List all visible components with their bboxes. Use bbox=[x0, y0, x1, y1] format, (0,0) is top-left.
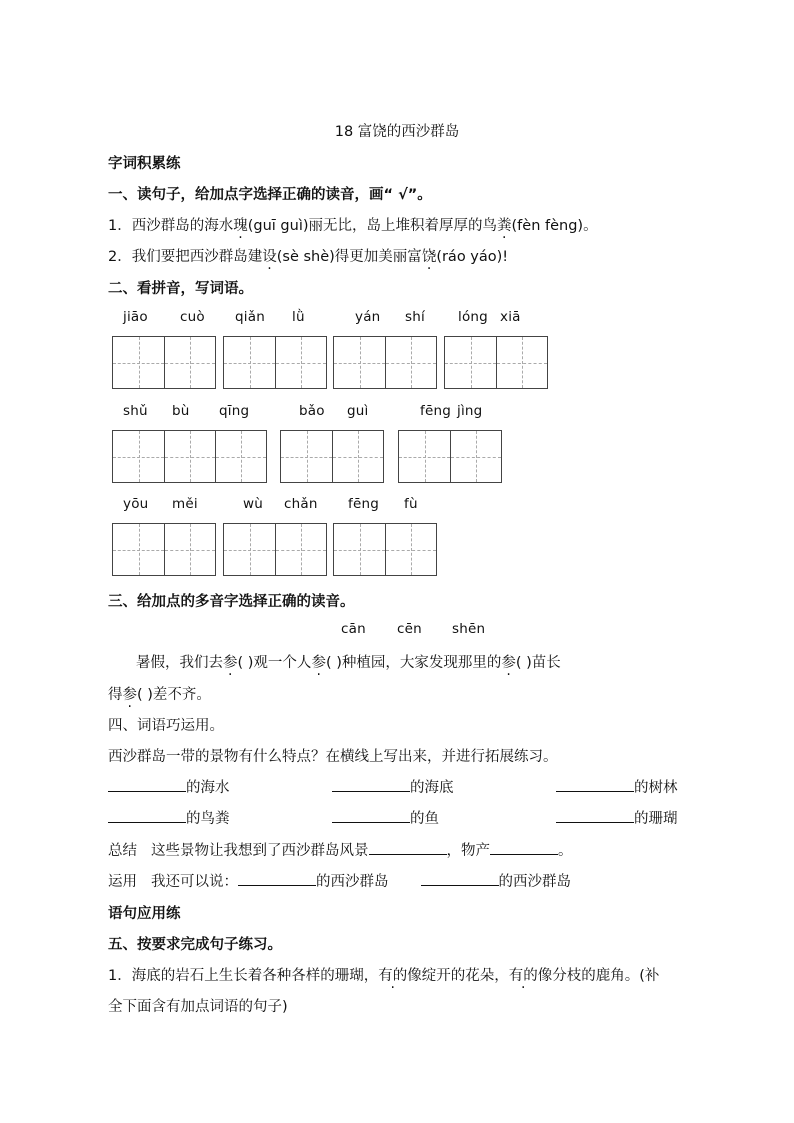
grid-cell[interactable] bbox=[281, 431, 332, 482]
q1-s1-text-a: 1．西沙群岛的海水 bbox=[108, 218, 234, 234]
q3-heading: 三、给加点的多音字选择正确的读音。 bbox=[108, 594, 355, 610]
writing-grid[interactable] bbox=[333, 336, 437, 389]
pinyin: měi bbox=[172, 496, 198, 512]
q1-sentence-2 bbox=[108, 245, 508, 266]
q1-heading bbox=[108, 183, 432, 204]
grid-cell[interactable] bbox=[385, 524, 436, 575]
grid-cell[interactable] bbox=[445, 337, 496, 388]
q3-dotted-char: 参 bbox=[223, 655, 238, 671]
q1-s2-text-a: 2．我们要把西沙群岛建 bbox=[108, 249, 263, 265]
pinyin: fēng bbox=[420, 403, 451, 419]
q1-s1-dotted-char-2: 粪 bbox=[497, 218, 512, 234]
answer-blank[interactable] bbox=[332, 777, 410, 792]
q3-text: ( )观一个人 bbox=[237, 655, 312, 671]
answer-blank[interactable] bbox=[556, 808, 634, 823]
grid-cell[interactable] bbox=[224, 337, 275, 388]
q1-s2-text-c: (ráo yáo)! bbox=[436, 249, 509, 265]
pinyin: fēng bbox=[348, 496, 379, 512]
q3-option: cān bbox=[341, 621, 366, 637]
pinyin: jiāo bbox=[123, 309, 148, 325]
q4-item-label: 的珊瑚 bbox=[634, 811, 678, 827]
q4-item-label: 的鱼 bbox=[410, 811, 439, 827]
grid-cell[interactable] bbox=[113, 524, 164, 575]
pinyin: jìng bbox=[457, 403, 483, 419]
pinyin: guì bbox=[347, 403, 369, 419]
summary-label: 总结 bbox=[108, 843, 137, 859]
pinyin: cuò bbox=[180, 309, 205, 325]
writing-grid[interactable] bbox=[112, 523, 216, 576]
writing-grid[interactable] bbox=[444, 336, 548, 389]
writing-grid[interactable] bbox=[333, 523, 437, 576]
answer-blank[interactable] bbox=[421, 871, 499, 886]
q5-text: 像分枝的鹿角。(补 bbox=[537, 968, 660, 984]
q1-s2-text-b: (sè shè)得更加美丽富 bbox=[276, 249, 422, 265]
q1-s2-dotted-char: 设 bbox=[262, 249, 277, 265]
answer-blank[interactable] bbox=[490, 840, 558, 855]
q5-dotted-word: 有的 bbox=[508, 968, 538, 984]
answer-blank[interactable] bbox=[369, 840, 447, 855]
grid-cell[interactable] bbox=[275, 337, 326, 388]
pinyin: shí bbox=[405, 309, 425, 325]
section-heading-vocab: 字词积累练 bbox=[108, 156, 181, 172]
q3-option: shēn bbox=[452, 621, 486, 637]
q5-text: 1．海底的岩石上生长着各种各样的珊瑚， bbox=[108, 968, 379, 984]
q4-item-label: 的海底 bbox=[410, 780, 454, 796]
grid-cell[interactable] bbox=[450, 431, 501, 482]
q3-text: 暑假，我们去 bbox=[136, 655, 223, 671]
q4-item-label: 的树林 bbox=[634, 780, 678, 796]
q1-heading-a: 一、读句子 bbox=[108, 187, 181, 203]
q1-heading-b: ，给加点字选择正确的读音，画“ √”。 bbox=[180, 187, 432, 203]
q3-text: 得 bbox=[108, 687, 123, 703]
page-title: 18 富饶的西沙群岛 bbox=[334, 124, 460, 140]
q3-option: cēn bbox=[397, 621, 422, 637]
pinyin: chǎn bbox=[284, 496, 318, 512]
q4-item bbox=[332, 807, 439, 828]
q4-item bbox=[556, 807, 678, 828]
grid-cell[interactable] bbox=[224, 524, 275, 575]
answer-blank[interactable] bbox=[238, 871, 316, 886]
use-text: 的西沙群岛 bbox=[316, 874, 389, 890]
answer-blank[interactable] bbox=[332, 808, 410, 823]
answer-blank[interactable] bbox=[108, 808, 186, 823]
grid-cell[interactable] bbox=[496, 337, 547, 388]
q4-summary bbox=[108, 839, 573, 860]
q3-dotted-char: 参 bbox=[501, 655, 516, 671]
q1-sentence-1 bbox=[108, 214, 598, 235]
answer-blank[interactable] bbox=[556, 777, 634, 792]
use-label: 运用 bbox=[108, 874, 137, 890]
q5-heading-a: 五、按要求完成句子 bbox=[108, 937, 239, 953]
grid-cell[interactable] bbox=[113, 431, 164, 482]
pinyin: bǎo bbox=[299, 403, 325, 419]
q2-heading: 二、看拼音，写词语。 bbox=[108, 281, 253, 297]
q3-text: ( )种植园，大家发现那里的 bbox=[325, 655, 502, 671]
writing-grid[interactable] bbox=[112, 430, 267, 483]
pinyin: lǜ bbox=[292, 309, 305, 325]
q5-sentence-1-line-2: 全下面含有加点词语的句子) bbox=[108, 999, 288, 1015]
writing-grid[interactable] bbox=[280, 430, 384, 483]
summary-text: 。 bbox=[558, 843, 573, 859]
pinyin: wù bbox=[243, 496, 263, 512]
grid-cell[interactable] bbox=[334, 337, 385, 388]
q4-prompt: 西沙群岛一带的景物有什么特点？在横线上写出来，并进行拓展练习。 bbox=[108, 749, 558, 765]
q5-dotted-word: 有的 bbox=[378, 968, 408, 984]
q3-text: ( )苗长 bbox=[515, 655, 561, 671]
pinyin: yōu bbox=[123, 496, 149, 512]
q4-item bbox=[108, 807, 230, 828]
pinyin: shǔ bbox=[123, 403, 148, 419]
grid-cell[interactable] bbox=[332, 431, 383, 482]
q5-heading-b: 练习。 bbox=[238, 937, 282, 953]
summary-text: ，物产 bbox=[446, 843, 490, 859]
use-text: 我还可以说： bbox=[151, 874, 238, 890]
grid-cell[interactable] bbox=[385, 337, 436, 388]
grid-cell[interactable] bbox=[164, 431, 215, 482]
grid-cell[interactable] bbox=[164, 524, 215, 575]
summary-text: 这些景物让我想到了西沙群岛风景 bbox=[151, 843, 369, 859]
pinyin: xiā bbox=[500, 309, 521, 325]
q1-s1-text-b: (guī guì)丽无比，岛上堆积着厚厚的鸟 bbox=[247, 218, 498, 234]
q3-dotted-char: 参 bbox=[122, 687, 137, 703]
grid-cell[interactable] bbox=[275, 524, 326, 575]
pinyin: bù bbox=[172, 403, 190, 419]
q4-heading: 四、词语巧运用。 bbox=[108, 718, 224, 734]
q1-s1-dotted-char: 瑰 bbox=[233, 218, 248, 234]
q1-s1-text-c: (fèn fèng)。 bbox=[511, 218, 598, 234]
q4-item-label: 的海水 bbox=[186, 780, 230, 796]
answer-blank[interactable] bbox=[108, 777, 186, 792]
pinyin: qiǎn bbox=[235, 309, 265, 325]
grid-cell[interactable] bbox=[334, 524, 385, 575]
pinyin: fù bbox=[404, 496, 418, 512]
writing-grid[interactable] bbox=[112, 336, 216, 389]
q4-item bbox=[332, 776, 454, 797]
grid-cell[interactable] bbox=[215, 431, 266, 482]
pinyin: yán bbox=[355, 309, 381, 325]
q3-dotted-char: 参 bbox=[311, 655, 326, 671]
writing-grid[interactable] bbox=[223, 523, 327, 576]
q5-text: 像绽开的花朵， bbox=[407, 968, 509, 984]
q4-item bbox=[556, 776, 678, 797]
q1-s2-dotted-char-2: 饶 bbox=[421, 249, 437, 265]
q3-text: ( )差不齐。 bbox=[137, 687, 211, 703]
q3-line-2 bbox=[108, 683, 211, 704]
q4-item bbox=[108, 776, 230, 797]
q5-sentence-1 bbox=[108, 964, 659, 985]
writing-grid[interactable] bbox=[223, 336, 327, 389]
q4-use bbox=[108, 870, 571, 891]
pinyin: qīng bbox=[219, 403, 250, 419]
grid-cell[interactable] bbox=[399, 431, 450, 482]
grid-cell[interactable] bbox=[164, 337, 215, 388]
use-text: 的西沙群岛 bbox=[498, 874, 571, 890]
grid-cell[interactable] bbox=[113, 337, 164, 388]
q4-item-label: 的鸟粪 bbox=[186, 811, 230, 827]
writing-grid[interactable] bbox=[398, 430, 502, 483]
q3-line-1 bbox=[108, 651, 561, 672]
pinyin: lóng bbox=[458, 309, 488, 325]
section-heading-sentence: 语句应用练 bbox=[108, 906, 181, 922]
q5-heading bbox=[108, 933, 282, 954]
